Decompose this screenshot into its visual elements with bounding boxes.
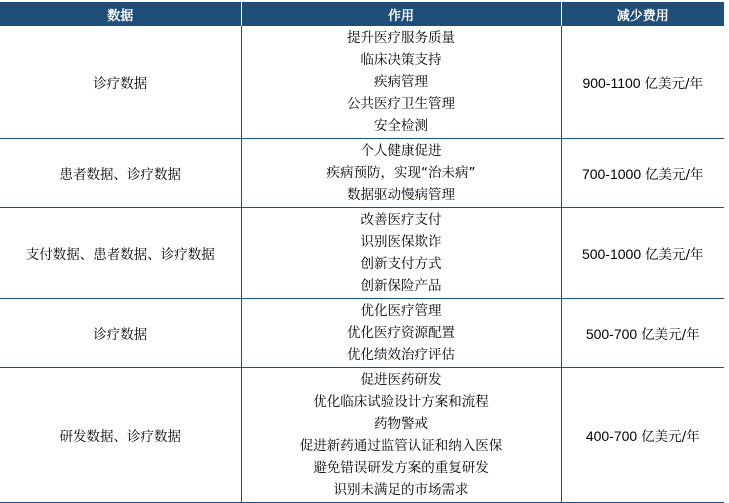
data-type-cell: 诊疗数据: [0, 299, 241, 368]
usage-item: 优化医疗资源配置: [347, 325, 455, 341]
usage-item: 识别未满足的市场需求: [333, 482, 469, 498]
usage-item: 创新支付方式: [360, 256, 442, 272]
table-row: [0, 139, 724, 208]
usage-item: 优化绩效治疗评估: [347, 347, 455, 363]
header-data: 数据: [0, 2, 241, 26]
usage-item: 疾病预防，实现“治未病”: [326, 165, 476, 181]
header-usage: 作用: [241, 2, 561, 26]
usage-cell: [241, 208, 561, 299]
usage-item: 公共医疗卫生管理: [347, 96, 455, 112]
usage-item: 个人健康促进: [360, 143, 442, 159]
cost-reduction-range: 500-1000: [581, 246, 642, 262]
usage-cell: [241, 139, 561, 208]
cost-reduction-cell: [561, 139, 724, 208]
table-header-row: [0, 2, 724, 26]
cost-reduction-cell: [561, 299, 724, 368]
usage-item: 临床决策支持: [360, 52, 442, 68]
usage-cell: [241, 299, 561, 368]
usage-item: 促进新药通过监管认证和纳入医保: [299, 438, 503, 454]
header-cost-reduction: 减少费用: [561, 2, 724, 26]
cost-reduction-unit: 亿美元/年: [645, 247, 704, 263]
cost-reduction-range: 400-700: [585, 428, 638, 444]
cost-reduction-cell: [561, 368, 724, 503]
usage-item: 改善医疗支付: [360, 212, 442, 228]
table-row: [0, 208, 724, 299]
cost-reduction-unit: 亿美元/年: [641, 429, 700, 445]
data-type-cell: 研发数据、诊疗数据: [0, 368, 241, 503]
usage-cell: [241, 26, 561, 139]
usage-item: 数据驱动慢病管理: [347, 187, 455, 203]
cost-reduction-unit: 亿美元/年: [644, 76, 704, 92]
data-type-cell: 支付数据、患者数据、诊疗数据: [0, 208, 241, 299]
cost-reduction-cell: [561, 26, 724, 139]
table-row: [0, 368, 724, 503]
cost-reduction-range: 700-1000: [581, 166, 642, 182]
cost-reduction-unit: 亿美元/年: [645, 167, 704, 183]
usage-item: 安全检测: [374, 118, 428, 134]
data-value-table: [0, 2, 724, 503]
table-row: [0, 26, 724, 139]
usage-item: 优化临床试验设计方案和流程: [313, 394, 489, 410]
cost-reduction-range: 900-1100: [582, 75, 641, 91]
usage-item: 提升医疗服务质量: [347, 30, 455, 46]
data-type-cell: 诊疗数据: [0, 26, 241, 139]
cost-reduction-range: 500-700: [585, 326, 638, 342]
usage-item: 药物警戒: [374, 416, 428, 432]
cost-reduction-cell: [561, 208, 724, 299]
cost-reduction-unit: 亿美元/年: [641, 327, 700, 343]
data-type-cell: 患者数据、诊疗数据: [0, 139, 241, 208]
usage-item: 避免错误研发方案的重复研发: [313, 460, 489, 476]
usage-item: 疾病管理: [374, 74, 428, 90]
usage-item: 创新保险产品: [360, 278, 442, 294]
usage-cell: [241, 368, 561, 503]
usage-item: 优化医疗管理: [360, 303, 442, 319]
table-row: [0, 299, 724, 368]
usage-item: 促进医药研发: [360, 372, 442, 388]
usage-item: 识别医保欺诈: [360, 234, 442, 250]
table-body: [0, 26, 724, 503]
